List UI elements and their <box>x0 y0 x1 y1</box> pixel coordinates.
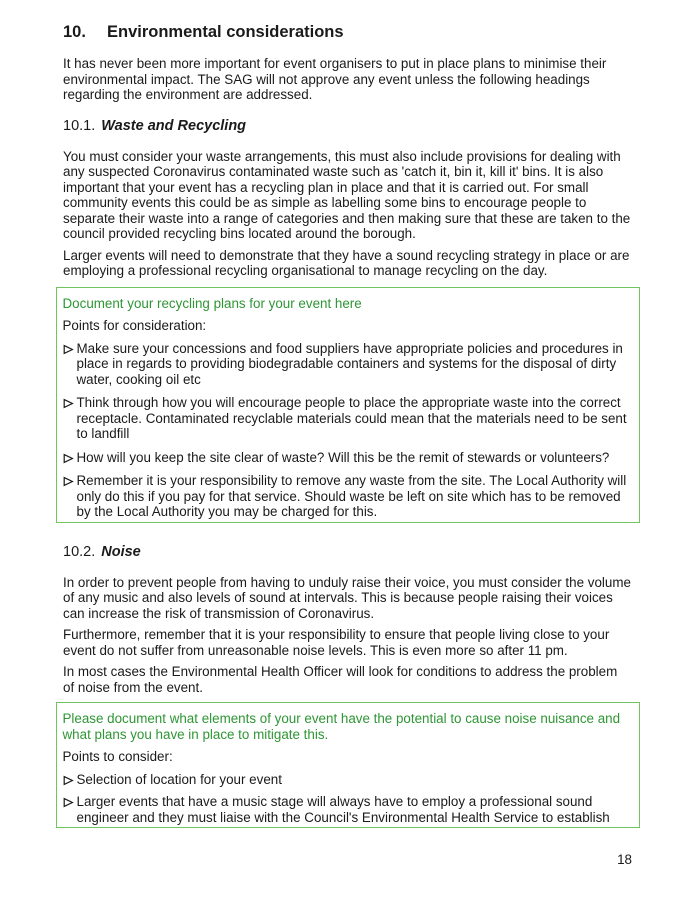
list-item <box>63 395 633 442</box>
noise-paragraph-3: In most cases the Environmental Health Officer will look for conditions to address the problem of noise from the event. <box>63 664 618 695</box>
recycling-bullet-list <box>63 341 633 520</box>
arrow-bullet-icon <box>63 774 74 785</box>
box-prompt-text: Please document what elements of your event have the potential to cause noise nuisance and what plans you have in place to mitigate this. <box>62 711 621 742</box>
arrow-bullet-icon <box>63 452 74 463</box>
noise-bullet-list <box>63 772 633 826</box>
page-number: 18 <box>617 852 632 867</box>
list-item <box>63 794 633 825</box>
arrow-bullet-icon <box>63 475 74 486</box>
list-item <box>63 473 633 520</box>
arrow-bullet-icon <box>63 796 74 807</box>
arrow-bullet-icon <box>63 343 74 354</box>
subsection-number: 10.2. <box>63 543 96 560</box>
bullet-text: Make sure your concessions and food suppliers have appropriate policies and procedures in place in regards to providing biodegradable containers and systems for the disposal of dirty water, cooking oil etc <box>76 340 623 387</box>
intro-paragraph: It has never been more important for event organisers to put in place plans to minimise their environmental impact. The SAG will not approve any event unless the following headings regarding the environment are addressed. <box>63 56 607 102</box>
subsection-title: Noise <box>101 543 141 560</box>
noise-paragraph-1: In order to prevent people from having to unduly raise their voice, you must consider the volume of any music and also levels of sound at intervals. This is because people raising their voices can increase the risk of transmission of Coronavirus. <box>63 574 631 621</box>
noise-paragraph-2: Furthermore, remember that it is your responsibility to ensure that people living close to your event do not suffer from unreasonable noise levels. This is even more so after 11 pm. <box>63 627 610 658</box>
subsection-heading-waste <box>63 118 632 134</box>
box-lead-text: Points to consider: <box>62 749 173 764</box>
list-item <box>63 772 633 788</box>
subsection-heading-noise <box>63 544 632 560</box>
list-item <box>63 341 633 388</box>
subsection-number: 10.1. <box>63 117 96 134</box>
section-heading <box>63 23 632 41</box>
box-lead-text: Points for consideration: <box>62 318 207 333</box>
section-number: 10. <box>63 23 86 41</box>
noise-plans-box <box>56 702 640 828</box>
section-title: Environmental considerations <box>107 23 344 41</box>
subsection-title: Waste and Recycling <box>101 117 247 134</box>
bullet-text: Larger events that have a music stage will always have to employ a professional sound engineer and they must liaise with the Council's Environmental Health Service to establish <box>76 794 610 825</box>
bullet-text: Selection of location for your event <box>76 771 282 787</box>
waste-paragraph-2: Larger events will need to demonstrate that they have a sound recycling strategy in place or are employing a professional recycling organisational to manage recycling on the day. <box>63 247 630 278</box>
bullet-text: Think through how you will encourage people to place the appropriate waste into the correct receptacle. Contaminated recyclable materials could mean that the materials need to be sent to landfill <box>76 395 627 441</box>
box-prompt-text: Document your recycling plans for your event here <box>62 295 362 311</box>
waste-paragraph-1: You must consider your waste arrangements, this must also include provisions for dealing with any suspected Coronavirus contaminated waste such as 'catch it, bin it, kill it' bins. It is also important that your event has a recycling plan in place and that it is carried out. For small community events this could be as simple as labelling some bins to encourage people to separate their waste into a range of categories and then making sure that these are taken to the council provided recycling bins located around the borough. <box>63 148 631 241</box>
recycling-plans-box <box>56 287 640 523</box>
list-item <box>63 450 633 466</box>
bullet-text: How will you keep the site clear of waste? Will this be the remit of stewards or volunteers? <box>76 449 610 465</box>
bullet-text: Remember it is your responsibility to remove any waste from the site. The Local Authority will only do this if you pay for that service. Should waste be left on site which has to be removed by the Local Authority you may be charged for this. <box>76 473 627 519</box>
arrow-bullet-icon <box>63 397 74 408</box>
